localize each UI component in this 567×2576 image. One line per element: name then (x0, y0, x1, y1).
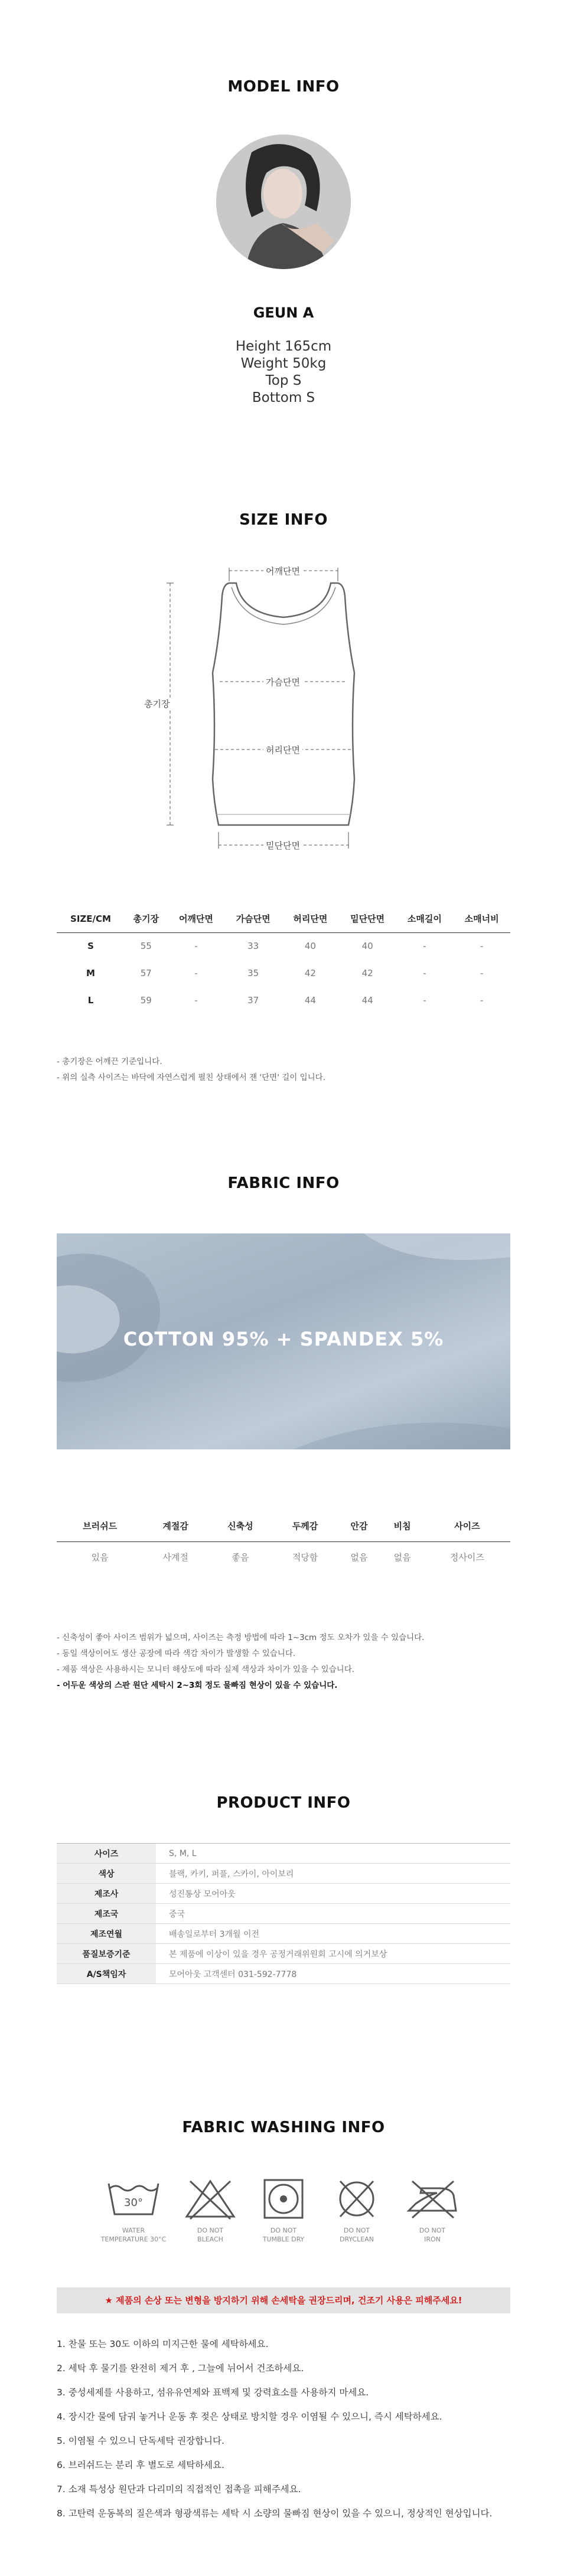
chest-label: 가슴단면 (263, 676, 302, 688)
product-info-label: 색상 (57, 1864, 156, 1884)
product-info-value: 블랙, 카키, 퍼플, 스카이, 아이보리 (169, 1869, 294, 1879)
table-row (57, 1964, 510, 1984)
wash-label-line: WATER (122, 2227, 145, 2234)
size-cell: 42 (361, 968, 373, 978)
waist-label: 허리단면 (263, 744, 302, 756)
fabric-composition: COTTON 95% + SPANDEX 5% (123, 1328, 444, 1350)
fabric-table (57, 1511, 510, 1572)
product-info-label: A/S책임자 (57, 1964, 156, 1984)
fabric-header-cell: 신축성 (208, 1511, 273, 1541)
wash-label-line: DO NOT (343, 2227, 370, 2234)
size-cell: 57 (140, 968, 152, 978)
product-info-value: 모어아웃 고객센터 031-592-7778 (169, 1969, 297, 1979)
size-cell: 40 (361, 941, 373, 952)
washing-instructions (57, 2332, 492, 2526)
fabric-note: - 신축성이 좋아 사이즈 범위가 넓으며, 사이즈는 측정 방법에 따라 1~3cm 정도 오차가 있을 수 있습니다. (57, 1633, 425, 1642)
size-header-cell: 밑단단면 (339, 905, 396, 932)
size-table (57, 905, 510, 1014)
size-cell: - (480, 941, 484, 952)
fabric-header-cell: 계절감 (143, 1511, 208, 1541)
size-cell: 33 (247, 941, 259, 952)
fabric-note: - 제품 색상은 사용하시는 모니터 해상도에 따라 실제 색상과 차이가 있을 수 있습니다. (57, 1665, 355, 1674)
fabric-header-cell: 두께감 (273, 1511, 338, 1541)
size-cell: M (86, 968, 95, 978)
wash-label-line: DO NOT (419, 2227, 446, 2234)
size-cell: - (480, 968, 484, 978)
model-info-title: MODEL INFO (227, 78, 340, 96)
list-item: 7. 소재 특성상 원단과 다리미의 직접적인 접촉을 피해주세요. (57, 2484, 301, 2495)
size-cell: 44 (361, 995, 373, 1006)
table-row (57, 1844, 510, 1864)
size-cell: - (194, 995, 198, 1006)
product-info-table (57, 1843, 510, 1984)
size-cell: 55 (140, 941, 152, 952)
size-header-cell: 어깨단면 (168, 905, 225, 932)
wash-30-icon (105, 2178, 162, 2220)
list-item: 3. 중성세제를 사용하고, 섬유유연제와 표백제 및 강력효소를 사용하지 마세요. (57, 2387, 369, 2398)
size-cell: 35 (247, 968, 259, 978)
size-cell: - (194, 968, 198, 978)
fabric-header-cell: 비침 (381, 1511, 424, 1541)
product-info-value: 성진통상 모어아웃 (169, 1889, 236, 1899)
size-header-cell: SIZE/CM (57, 905, 125, 932)
model-top-size: Top S (265, 373, 302, 388)
product-info-title: PRODUCT INFO (216, 1794, 351, 1812)
size-cell: - (480, 995, 484, 1006)
fabric-note: - 동일 색상이어도 생산 공장에 따라 색감 차이가 발생할 수 있습니다. (57, 1649, 296, 1658)
fabric-table-header (57, 1511, 510, 1541)
size-table-header (57, 905, 510, 932)
product-info-label: 제조국 (57, 1904, 156, 1924)
size-header-cell: 소매너비 (453, 905, 510, 932)
fabric-header-cell: 브러쉬드 (57, 1511, 143, 1541)
table-row (57, 1541, 510, 1572)
size-cell: 42 (304, 968, 316, 978)
washing-info-title: FABRIC WASHING INFO (182, 2119, 385, 2136)
product-info-value: 배송일로부터 3개월 이전 (169, 1929, 260, 1939)
size-note: - 위의 실측 사이즈는 바닥에 자연스럽게 펼친 상태에서 잰 '단면' 길이 입니다. (57, 1073, 326, 1082)
wash-label-line: BLEACH (197, 2235, 223, 2243)
fabric-cell: 있음 (91, 1552, 109, 1563)
wash-label-line: TUMBLE DRY (262, 2235, 305, 2243)
fabric-header-cell: 사이즈 (424, 1511, 510, 1541)
fabric-cell: 적당함 (292, 1552, 318, 1563)
table-row (57, 1884, 510, 1904)
size-cell: 37 (247, 995, 259, 1006)
table-row (57, 1924, 510, 1944)
no-bleach-icon (182, 2178, 239, 2220)
fabric-cell: 없음 (350, 1552, 368, 1563)
hem-label: 밑단단면 (263, 839, 302, 852)
size-cell: - (194, 941, 198, 952)
table-row (57, 1904, 510, 1924)
product-info-label: 사이즈 (57, 1844, 156, 1864)
product-info-label: 제조사 (57, 1884, 156, 1904)
product-info-label: 제조연월 (57, 1924, 156, 1944)
product-info-value: 본 제품에 이상이 있을 경우 공정거래위원회 고시에 의거보상 (169, 1949, 387, 1959)
wash-label-line: DRYCLEAN (339, 2235, 374, 2243)
list-item: 5. 이염될 수 있으니 단독세탁 권장합니다. (57, 2436, 224, 2446)
fabric-photo (57, 1233, 510, 1449)
product-info-value: 중국 (169, 1909, 185, 1919)
model-name: GEUN A (253, 305, 314, 321)
size-cell: 44 (304, 995, 316, 1006)
fabric-info-title: FABRIC INFO (227, 1174, 340, 1192)
size-header-cell: 가슴단면 (224, 905, 282, 932)
fabric-cell: 좋음 (232, 1552, 249, 1563)
table-row (57, 987, 510, 1014)
table-row (57, 1944, 510, 1964)
list-item: 4. 장시간 물에 담궈 놓거나 운동 후 젖은 상태로 방치할 경우 이염될 수 있으니, 즉시 세탁하세요. (57, 2411, 442, 2422)
shoulder-label: 어깨단면 (263, 565, 302, 577)
size-cell: - (423, 941, 426, 952)
size-cell: 59 (140, 995, 152, 1006)
no-iron-item (395, 2178, 470, 2244)
list-item: 8. 고탄력 운동복의 질은색과 형광색류는 세탁 시 소량의 물빠짐 현상이 있을 수 있으니, 정상적인 현상입니다. (57, 2508, 493, 2519)
size-cell: L (87, 995, 94, 1006)
fabric-notes (57, 1630, 424, 1694)
size-cell: - (423, 995, 426, 1006)
no-tumble-dry-icon (255, 2178, 312, 2220)
fabric-note: - 어두운 색상의 스판 원단 세탁시 2~3회 정도 물빠짐 현상이 있을 수 있습니다. (57, 1681, 338, 1690)
fabric-cell: 정사이즈 (449, 1552, 484, 1563)
model-bottom-size: Bottom S (252, 390, 315, 405)
table-row (57, 960, 510, 987)
table-row (57, 1864, 510, 1884)
washing-warning-banner: ★ 제품의 손상 또는 변형을 방지하기 위해 손세탁을 권장드리며, 건조기 사용은 피해주세요! (57, 2287, 510, 2313)
fabric-cell: 없음 (393, 1552, 411, 1563)
size-cell: - (423, 968, 426, 978)
list-item: 2. 세탁 후 물기를 완전히 제거 후 , 그늘에 뉘어서 건조하세요. (57, 2363, 304, 2374)
table-row (57, 932, 510, 960)
fabric-header-cell: 안감 (337, 1511, 380, 1541)
size-cell: 40 (304, 941, 316, 952)
fabric-cell: 사계절 (162, 1552, 188, 1563)
no-iron-icon (404, 2178, 461, 2220)
model-weight: Weight 50kg (240, 356, 327, 371)
size-header-cell: 소매길이 (396, 905, 454, 932)
no-bleach-item (172, 2178, 248, 2244)
wash-label-line: TEMPERATURE 30°C (100, 2235, 167, 2243)
size-header-cell: 허리단면 (282, 905, 339, 932)
length-label: 총기장 (142, 698, 172, 710)
wash-temp-text: 30° (124, 2197, 143, 2209)
no-dryclean-item (319, 2178, 395, 2244)
wash-30-item (96, 2178, 171, 2244)
wash-label-line: DO NOT (197, 2227, 224, 2234)
wash-label-line: IRON (424, 2235, 441, 2243)
list-item: 1. 찬물 또는 30도 이하의 미지근한 물에 세탁하세요. (57, 2339, 269, 2349)
no-tumble-dry-item (246, 2178, 321, 2244)
model-height: Height 165cm (235, 339, 332, 354)
size-notes (57, 1054, 325, 1086)
list-item: 6. 브러쉬드는 분리 후 별도로 세탁하세요. (57, 2460, 224, 2470)
size-header-cell: 총기장 (125, 905, 168, 932)
no-dryclean-icon (328, 2178, 385, 2220)
wash-label-line: DO NOT (270, 2227, 297, 2234)
product-info-value: S, M, L (169, 1848, 197, 1858)
size-note: - 총기장은 어깨끈 기준입니다. (57, 1057, 162, 1066)
size-cell: S (87, 941, 94, 952)
size-info-title: SIZE INFO (239, 511, 328, 529)
product-info-label: 품질보증기준 (57, 1944, 156, 1964)
